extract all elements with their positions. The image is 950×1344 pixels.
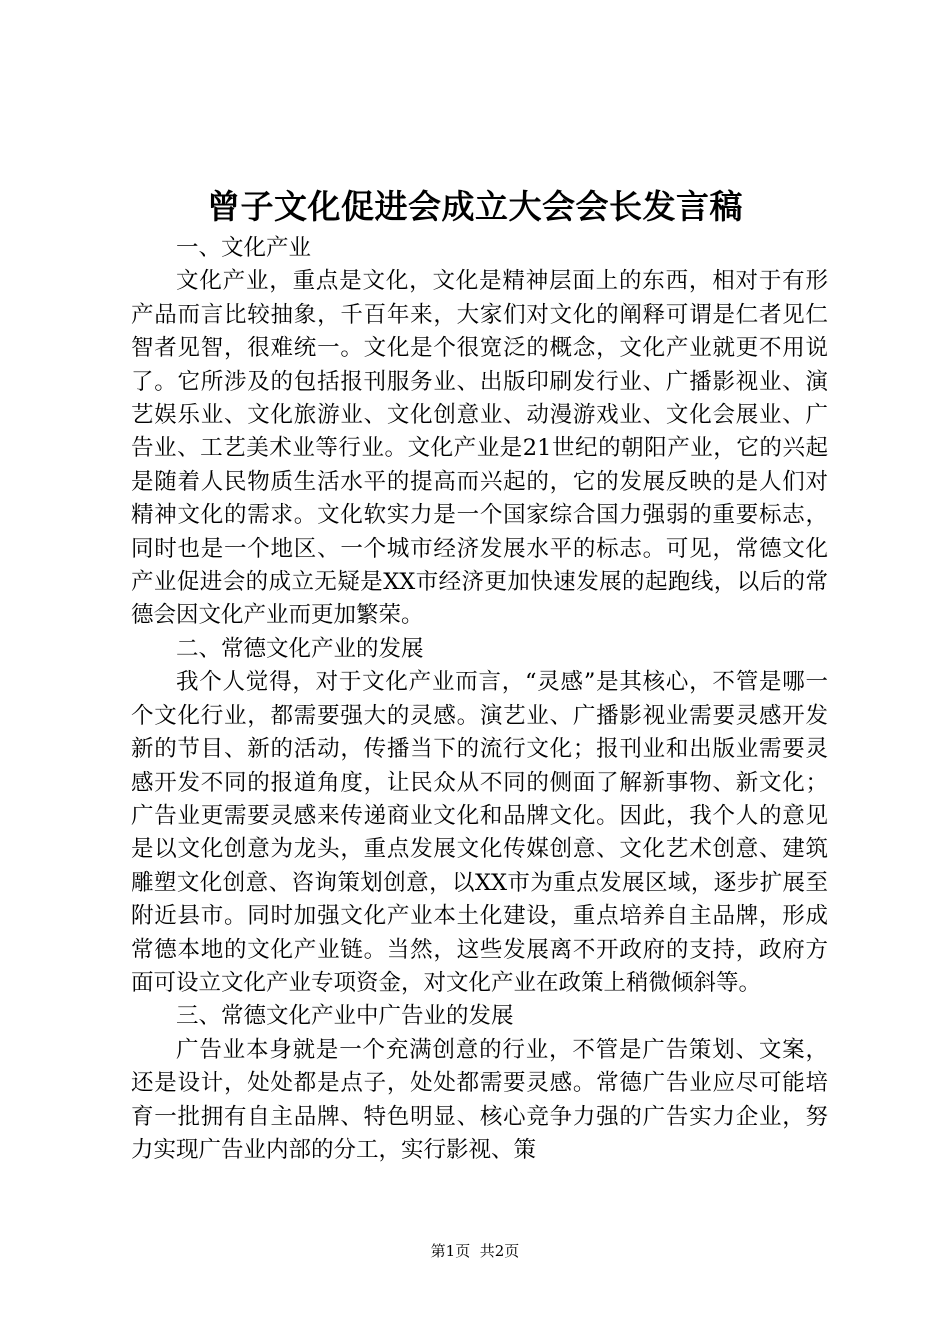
section-heading-1: 一、文化产业	[176, 235, 312, 261]
document-title: 曾子文化促进会成立大会会长发言稿	[207, 187, 743, 226]
paragraph-3: 广告业本身就是一个充满创意的行业，不管是广告策划、文案，还是设计，处处都是点子，处处都需要灵感。常德广告业应尽可能培育一批拥有自主品牌、特色明显、核心竞争力强的广告实力企业，努力实现广告业内部的分工，实行影视、策	[131, 1036, 828, 1163]
paragraph-2: 我个人觉得，对于文化产业而言，“灵感”是其核心，不管是哪一个文化行业，都需要强大的灵感。演艺业、广播影视业需要灵感开发新的节目、新的活动，传播当下的流行文化；报刊业和出版业需要灵感开发不同的报道角度，让民众从不同的侧面了解新事物、新文化；广告业更需要灵感来传递商业文化和品牌文化。因此，我个人的意见是以文化创意为龙头，重点发展文化传媒创意、文化艺术创意、建筑雕塑文化创意、咨询策划创意，以XX市为重点发展区域，逐步扩展至附近县市。同时加强文化产业本土化建设，重点培养自主品牌，形成常德本地的文化产业链。当然，这些发展离不开政府的支持，政府方面可设立文化产业专项资金，对文化产业在政策上稍微倾斜等。	[131, 669, 828, 996]
page-total: 共2页	[479, 1242, 520, 1260]
page-footer	[0, 1241, 950, 1261]
document-body	[131, 232, 828, 1167]
page-number: 第1页	[430, 1242, 471, 1260]
section-heading-3: 三、常德文化产业中广告业的发展	[176, 1003, 514, 1030]
paragraph-1: 文化产业，重点是文化，文化是精神层面上的东西，相对于有形产品而言比较抽象，千百年来，大家们对文化的阐释可谓是仁者见仁智者见智，很难统一。文化是个很宽泛的概念，文化产业就更不用说了。它所涉及的包括报刊服务业、出版印刷发行业、广播影视业、演艺娱乐业、文化旅游业、文化创意业、动漫游戏业、文化会展业、广告业、工艺美术业等行业。文化产业是21世纪的朝阳产业，它的兴起是随着人民物质生活水平的提高而兴起的，它的发展反映的是人们对精神文化的需求。文化软实力是一个国家综合国力强弱的重要标志，同时也是一个地区、一个城市经济发展水平的标志。可见，常德文化产业促进会的成立无疑是XX市经济更加快速发展的起跑线，以后的常德会因文化产业而更加繁荣。	[131, 268, 828, 629]
section-heading-2: 二、常德文化产业的发展	[176, 635, 424, 662]
